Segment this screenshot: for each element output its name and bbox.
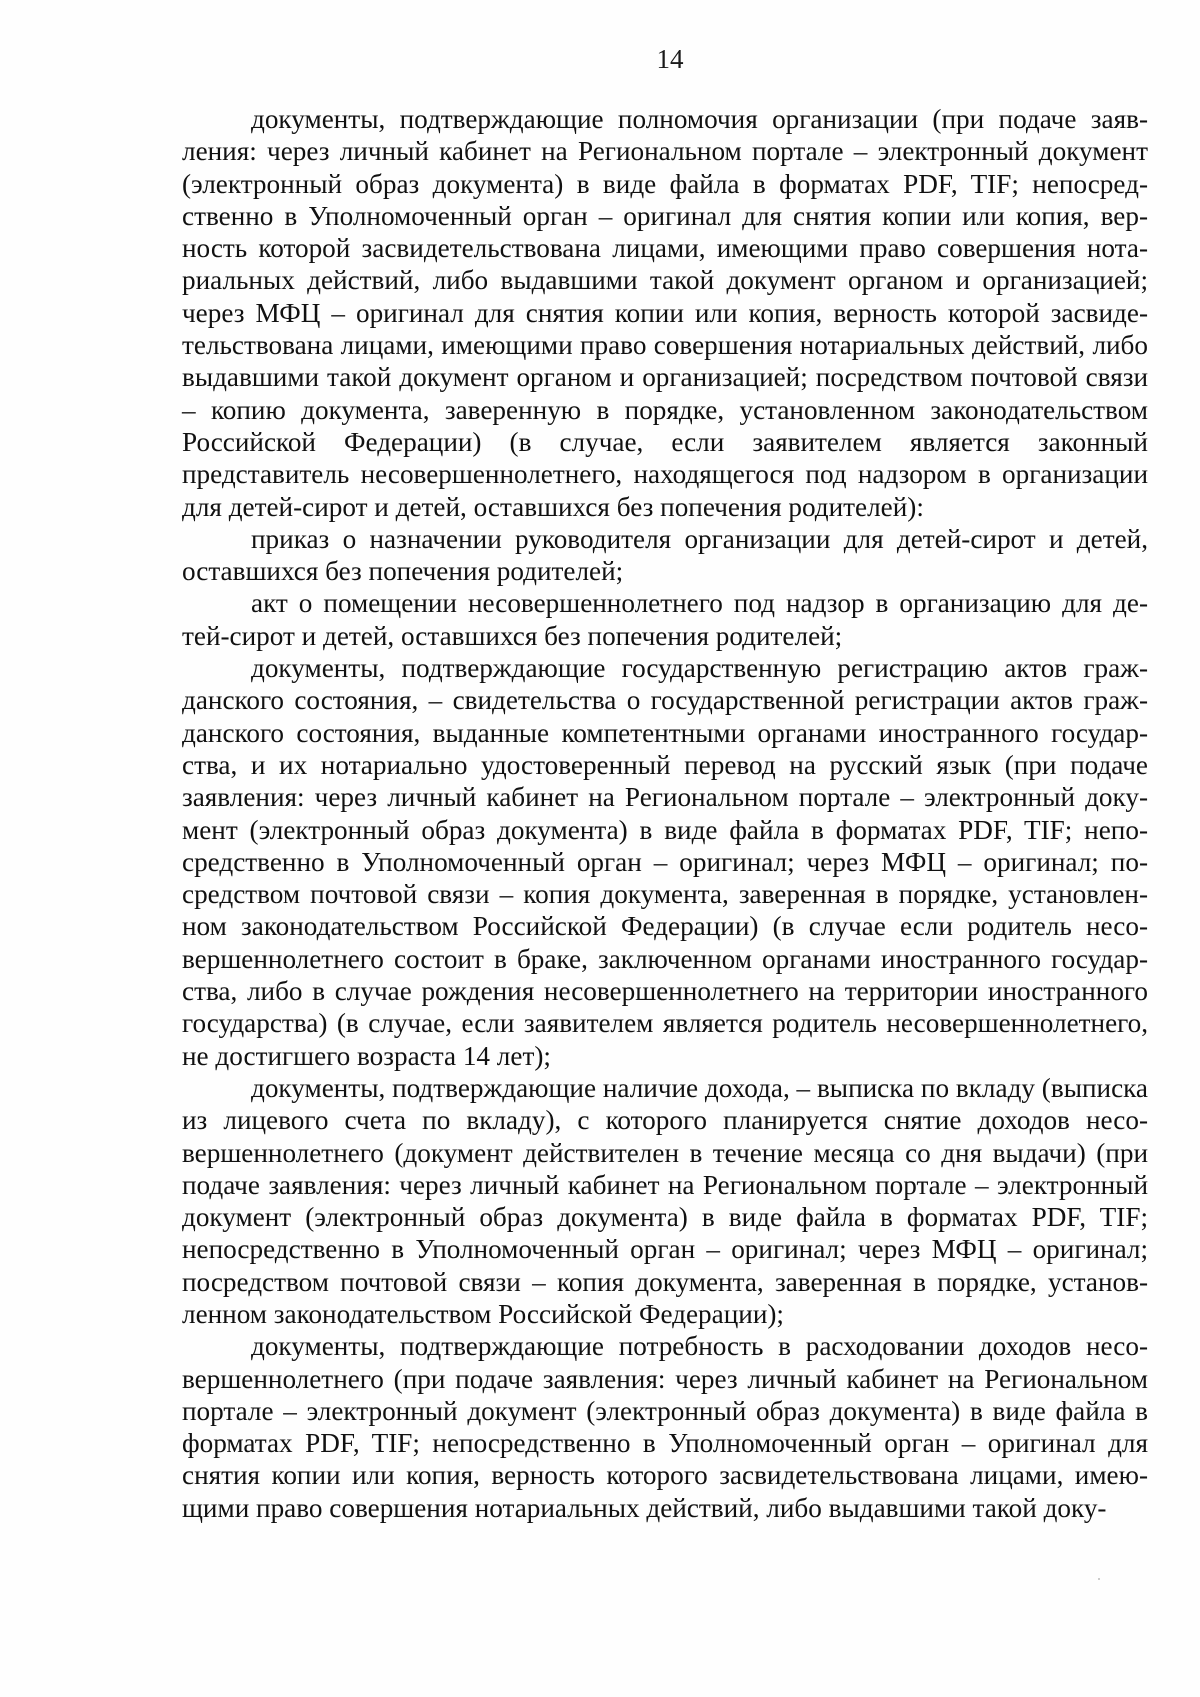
scan-speck	[1098, 1578, 1100, 1580]
paragraph-placement-act: акт о помещении несовершеннолетнего под надзор в организацию для детей-сирот и детей, оставшихся без попечения родителей;	[182, 588, 1148, 651]
paragraph-expense-need-docs: документы, подтверждающие потребность в расходовании доходов несовершеннолетнего (при подаче заявления: через личный кабинет на Региональном портале – электронный документ (электронный образ документа) в виде файла в форматах PDF, TIF; непосредственно в Уполномоченный орган – оригинал для снятия копии или копия, верность которого засвидетельствована лицами, имеющими право совершения нотариальных действий, либо выдавшими такой доку-	[182, 1331, 1148, 1523]
page-number: 14	[656, 44, 684, 74]
paragraph-director-appointment-order: приказ о назначении руководителя организации для детей-сирот и детей, оставшихся без попечения родителей;	[182, 523, 1148, 587]
body-text	[182, 103, 1148, 1524]
paragraph-organization-authority-docs: документы, подтверждающие полномочия организации (при подаче заявления: через личный кабинет на Региональном портале – электронный документ (электронный образ документа) в виде файла в форматах PDF, TIF; непосредственно в Уполномоченный орган – оригинал для снятия копии или копия, верность которой засвидетельствована лицами, имеющими право совершения нотариальных действий, либо выдавшими такой документ органом и организацией; через МФЦ – оригинал для снятия копии или копия, верность которой засвидетельствована лицами, имеющими право совершения нотариальных действий, либо выдавшими такой документ органом и организацией; посредством почтовой связи – копию документа, заверенную в порядке, установленном законодательством Российской Федерации) (в случае, если заявителем является законный представитель несовершеннолетнего, находящегося под надзором в организации для детей-сирот и детей, оставшихся без попечения родителей):	[182, 104, 1148, 522]
paragraph-income-confirmation-docs: документы, подтверждающие наличие дохода, – выписка по вкладу (выписка из лицевого счета по вкладу), с которого планируется снятие доходов несовершеннолетнего (документ действителен в течение месяца со дня выдачи) (при подаче заявления: через личный кабинет на Региональном портале – электронный документ (электронный образ документа) в виде файла в форматах PDF, TIF; непосредственно в Уполномоченный орган – оригинал; через МФЦ – оригинал; посредством почтовой связи – копия документа, заверенная в порядке, установленном законодательством Российской Федерации);	[182, 1072, 1148, 1329]
paragraph-civil-status-registration-docs: документы, подтверждающие государственную регистрацию актов гражданского состояния, – свидетельства о государственной регистрации актов гражданского состояния, выданные компетентными органами иностранного государства, и их нотариально удостоверенный перевод на русский язык (при подаче заявления: через личный кабинет на Региональном портале – электронный документ (электронный образ документа) в виде файла в форматах PDF, TIF; непосредственно в Уполномоченный орган – оригинал; через МФЦ – оригинал; посредством почтовой связи – копия документа, заверенная в порядке, установленном законодательством Российской Федерации) (в случае если родитель несовершеннолетнего состоит в браке, заключенном органами иностранного государства, либо в случае рождения несовершеннолетнего на территории иностранного государства) (в случае, если заявителем является родитель несовершеннолетнего, не достигшего возраста 14 лет);	[182, 653, 1148, 1071]
